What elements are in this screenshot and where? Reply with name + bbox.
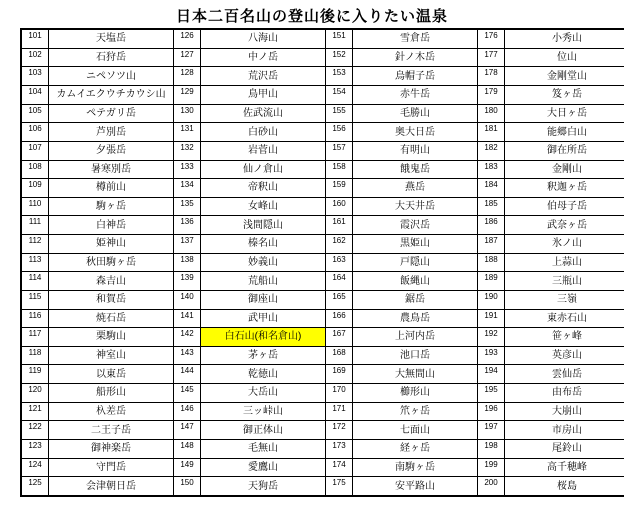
entry-number: 143 (174, 346, 201, 365)
entry-number: 137 (174, 235, 201, 254)
entry-number: 181 (478, 123, 505, 142)
entry-number: 164 (326, 272, 353, 291)
mountain-name: 赤牛岳 (353, 86, 478, 105)
mountain-name: 乾徳山 (201, 365, 326, 384)
mountain-name: 御座山 (201, 290, 326, 309)
entry-number: 123 (21, 439, 49, 458)
mountain-name: 位山 (505, 48, 624, 67)
entry-number: 198 (478, 439, 505, 458)
entry-number: 199 (478, 458, 505, 477)
mountain-name: 御神楽岳 (49, 439, 174, 458)
entry-number: 135 (174, 197, 201, 216)
entry-number: 126 (174, 29, 201, 48)
mountain-name: 大無間山 (353, 365, 478, 384)
entry-number: 120 (21, 384, 49, 403)
mountain-name: カムイエクウチカウシ山 (49, 86, 174, 105)
entry-number: 157 (326, 141, 353, 160)
entry-number: 103 (21, 67, 49, 86)
entry-number: 191 (478, 309, 505, 328)
table-row (21, 123, 624, 142)
table-row (21, 439, 624, 458)
mountain-name: 姫神山 (49, 235, 174, 254)
entry-number: 193 (478, 346, 505, 365)
table-row (21, 421, 624, 440)
mountain-name: 森吉山 (49, 272, 174, 291)
entry-number: 134 (174, 179, 201, 198)
entry-number: 136 (174, 216, 201, 235)
entry-number: 162 (326, 235, 353, 254)
mountain-name: 伯母子岳 (505, 197, 624, 216)
entry-number: 195 (478, 384, 505, 403)
mountain-name: 守門岳 (49, 458, 174, 477)
mountain-name: 釈迦ヶ岳 (505, 179, 624, 198)
mountain-name: 七面山 (353, 421, 478, 440)
table-row (21, 29, 624, 48)
entry-number: 147 (174, 421, 201, 440)
table-row (21, 309, 624, 328)
entry-number: 118 (21, 346, 49, 365)
table-row (21, 328, 624, 347)
table-row (21, 216, 624, 235)
entry-number: 144 (174, 365, 201, 384)
table-row (21, 179, 624, 198)
entry-number: 145 (174, 384, 201, 403)
mountain-name: 南駒ヶ岳 (353, 458, 478, 477)
entry-number: 104 (21, 86, 49, 105)
entry-number: 174 (326, 458, 353, 477)
entry-number: 133 (174, 160, 201, 179)
entry-number: 125 (21, 477, 49, 496)
mountain-name: 天塩岳 (49, 29, 174, 48)
mountain-name: 有明山 (353, 141, 478, 160)
mountain-name: 中ノ岳 (201, 48, 326, 67)
entry-number: 150 (174, 477, 201, 496)
entry-number: 197 (478, 421, 505, 440)
table-row (21, 67, 624, 86)
entry-number: 138 (174, 253, 201, 272)
entry-number: 141 (174, 309, 201, 328)
entry-number: 190 (478, 290, 505, 309)
entry-number: 139 (174, 272, 201, 291)
mountain-name: 三嶺 (505, 290, 624, 309)
mountain-name: 二王子岳 (49, 421, 174, 440)
entry-number: 200 (478, 477, 505, 496)
mountain-name: 笈ヶ岳 (505, 86, 624, 105)
mountain-name: 霞沢岳 (353, 216, 478, 235)
mountain-name: 大天井岳 (353, 197, 478, 216)
entry-number: 168 (326, 346, 353, 365)
mountain-name: 由布岳 (505, 384, 624, 403)
mountain-name: 農鳥岳 (353, 309, 478, 328)
mountain-name: 能郷白山 (505, 123, 624, 142)
entry-number: 140 (174, 290, 201, 309)
table-row (21, 86, 624, 105)
entry-number: 121 (21, 402, 49, 421)
mountain-name: 経ヶ岳 (353, 439, 478, 458)
entry-number: 186 (478, 216, 505, 235)
mountain-name: 栗駒山 (49, 328, 174, 347)
mountain-name: 夕張岳 (49, 141, 174, 160)
mountain-name: 三瓶山 (505, 272, 624, 291)
table-row (21, 477, 624, 496)
entry-number: 169 (326, 365, 353, 384)
entry-number: 116 (21, 309, 49, 328)
mountain-name: 御正体山 (201, 421, 326, 440)
entry-number: 148 (174, 439, 201, 458)
mountain-name: 尾鈴山 (505, 439, 624, 458)
table-row (21, 346, 624, 365)
entry-number: 112 (21, 235, 49, 254)
mountain-name: 榛名山 (201, 235, 326, 254)
mountain-name: 上蒜山 (505, 253, 624, 272)
entry-number: 119 (21, 365, 49, 384)
mountain-name: 三ッ峠山 (201, 402, 326, 421)
entry-number: 142 (174, 328, 201, 347)
mountain-name: 石狩岳 (49, 48, 174, 67)
table-row (21, 365, 624, 384)
entry-number: 111 (21, 216, 49, 235)
table-row (21, 290, 624, 309)
mountain-name: 桜島 (505, 477, 624, 496)
mountain-name: 帝釈山 (201, 179, 326, 198)
entry-number: 152 (326, 48, 353, 67)
table-row (21, 253, 624, 272)
entry-number: 163 (326, 253, 353, 272)
mountain-name: 針ノ木岳 (353, 48, 478, 67)
mountain-name: 燕岳 (353, 179, 478, 198)
entry-number: 161 (326, 216, 353, 235)
mountain-name: 池口岳 (353, 346, 478, 365)
mountain-name: 奥大日岳 (353, 123, 478, 142)
mountain-name-highlighted: 白石山(和名倉山) (201, 328, 326, 347)
mountain-name: 女峰山 (201, 197, 326, 216)
entry-number: 167 (326, 328, 353, 347)
mountain-name: 氷ノ山 (505, 235, 624, 254)
mountain-name: 浅間隠山 (201, 216, 326, 235)
entry-number: 155 (326, 104, 353, 123)
mountain-name: 笹ヶ峰 (505, 328, 624, 347)
mountain-name: 毛無山 (201, 439, 326, 458)
page-title: 日本二百名山の登山後に入りたい温泉 (175, 8, 448, 25)
table-row (21, 384, 624, 403)
entry-number: 117 (21, 328, 49, 347)
mountain-name: 市房山 (505, 421, 624, 440)
mountain-name: 船形山 (49, 384, 174, 403)
mountain-name: 笊ヶ岳 (353, 402, 478, 421)
mountain-name: 大日ヶ岳 (505, 104, 624, 123)
entry-number: 178 (478, 67, 505, 86)
mountain-name: 安平路山 (353, 477, 478, 496)
entry-number: 156 (326, 123, 353, 142)
entry-number: 160 (326, 197, 353, 216)
entry-number: 105 (21, 104, 49, 123)
entry-number: 192 (478, 328, 505, 347)
table-row (21, 160, 624, 179)
entry-number: 188 (478, 253, 505, 272)
mountain-name: 駒ヶ岳 (49, 197, 174, 216)
entry-number: 113 (21, 253, 49, 272)
entry-number: 183 (478, 160, 505, 179)
mountain-name: 天狗岳 (201, 477, 326, 496)
mountain-name: 烏帽子岳 (353, 67, 478, 86)
mountain-name: 櫛形山 (353, 384, 478, 403)
entry-number: 180 (478, 104, 505, 123)
mountain-name: 上河内岳 (353, 328, 478, 347)
mountain-name: 戸隠山 (353, 253, 478, 272)
mountain-name: 焼石岳 (49, 309, 174, 328)
entry-number: 159 (326, 179, 353, 198)
entry-number: 170 (326, 384, 353, 403)
table-row (21, 402, 624, 421)
mountain-name: 毛勝山 (353, 104, 478, 123)
mountain-name: 樽前山 (49, 179, 174, 198)
mountain-name: 八海山 (201, 29, 326, 48)
mountain-name: 秋田駒ヶ岳 (49, 253, 174, 272)
table-row (21, 235, 624, 254)
entry-number: 114 (21, 272, 49, 291)
mountain-name: 杁差岳 (49, 402, 174, 421)
entry-number: 127 (174, 48, 201, 67)
mountain-name: 大崩山 (505, 402, 624, 421)
entry-number: 175 (326, 477, 353, 496)
entry-number: 106 (21, 123, 49, 142)
mountain-name: 鋸岳 (353, 290, 478, 309)
entry-number: 194 (478, 365, 505, 384)
entry-number: 165 (326, 290, 353, 309)
mountain-name: 和賀岳 (49, 290, 174, 309)
entry-number: 177 (478, 48, 505, 67)
entry-number: 102 (21, 48, 49, 67)
mountain-name: 白砂山 (201, 123, 326, 142)
entry-number: 189 (478, 272, 505, 291)
entry-number: 132 (174, 141, 201, 160)
mountain-name: 神室山 (49, 346, 174, 365)
mountain-name: 荒船山 (201, 272, 326, 291)
mountain-name: 雲仙岳 (505, 365, 624, 384)
entry-number: 196 (478, 402, 505, 421)
mountain-name: 茅ヶ岳 (201, 346, 326, 365)
mountain-table (20, 28, 624, 497)
entry-number: 101 (21, 29, 49, 48)
table-row (21, 197, 624, 216)
entry-number: 172 (326, 421, 353, 440)
mountain-name: 荒沢岳 (201, 67, 326, 86)
mountain-name: 暑寒別岳 (49, 160, 174, 179)
entry-number: 153 (326, 67, 353, 86)
mountain-table-body (21, 29, 624, 496)
entry-number: 146 (174, 402, 201, 421)
mountain-name: 武奈ヶ岳 (505, 216, 624, 235)
entry-number: 171 (326, 402, 353, 421)
entry-number: 151 (326, 29, 353, 48)
table-row (21, 458, 624, 477)
mountain-name: 英彦山 (505, 346, 624, 365)
mountain-name: 愛鷹山 (201, 458, 326, 477)
mountain-name: 芦別岳 (49, 123, 174, 142)
mountain-name: 白神岳 (49, 216, 174, 235)
mountain-name: 武甲山 (201, 309, 326, 328)
entry-number: 130 (174, 104, 201, 123)
entry-number: 110 (21, 197, 49, 216)
mountain-name: 金剛堂山 (505, 67, 624, 86)
entry-number: 149 (174, 458, 201, 477)
mountain-name: 東赤石山 (505, 309, 624, 328)
entry-number: 124 (21, 458, 49, 477)
entry-number: 158 (326, 160, 353, 179)
entry-number: 154 (326, 86, 353, 105)
entry-number: 176 (478, 29, 505, 48)
entry-number: 185 (478, 197, 505, 216)
entry-number: 115 (21, 290, 49, 309)
mountain-name: 岩菅山 (201, 141, 326, 160)
entry-number: 187 (478, 235, 505, 254)
entry-number: 122 (21, 421, 49, 440)
entry-number: 128 (174, 67, 201, 86)
mountain-name: 佐武流山 (201, 104, 326, 123)
entry-number: 131 (174, 123, 201, 142)
mountain-name: 飯縄山 (353, 272, 478, 291)
mountain-name: 餓鬼岳 (353, 160, 478, 179)
mountain-name: ペテガリ岳 (49, 104, 174, 123)
table-row (21, 272, 624, 291)
table-row (21, 48, 624, 67)
mountain-name: 高千穂峰 (505, 458, 624, 477)
entry-number: 109 (21, 179, 49, 198)
mountain-name: ニペソツ山 (49, 67, 174, 86)
mountain-name: 鳥甲山 (201, 86, 326, 105)
mountain-name: 金剛山 (505, 160, 624, 179)
table-row (21, 141, 624, 160)
mountain-name: 黒姫山 (353, 235, 478, 254)
entry-number: 166 (326, 309, 353, 328)
mountain-name: 雪倉岳 (353, 29, 478, 48)
mountain-name: 妙義山 (201, 253, 326, 272)
mountain-name: 大岳山 (201, 384, 326, 403)
mountain-name: 御在所岳 (505, 141, 624, 160)
entry-number: 108 (21, 160, 49, 179)
entry-number: 107 (21, 141, 49, 160)
mountain-name: 以東岳 (49, 365, 174, 384)
mountain-name: 小秀山 (505, 29, 624, 48)
entry-number: 182 (478, 141, 505, 160)
mountain-name: 仙ノ倉山 (201, 160, 326, 179)
entry-number: 184 (478, 179, 505, 198)
entry-number: 179 (478, 86, 505, 105)
entry-number: 129 (174, 86, 201, 105)
mountain-name: 会津朝日岳 (49, 477, 174, 496)
table-row (21, 104, 624, 123)
entry-number: 173 (326, 439, 353, 458)
